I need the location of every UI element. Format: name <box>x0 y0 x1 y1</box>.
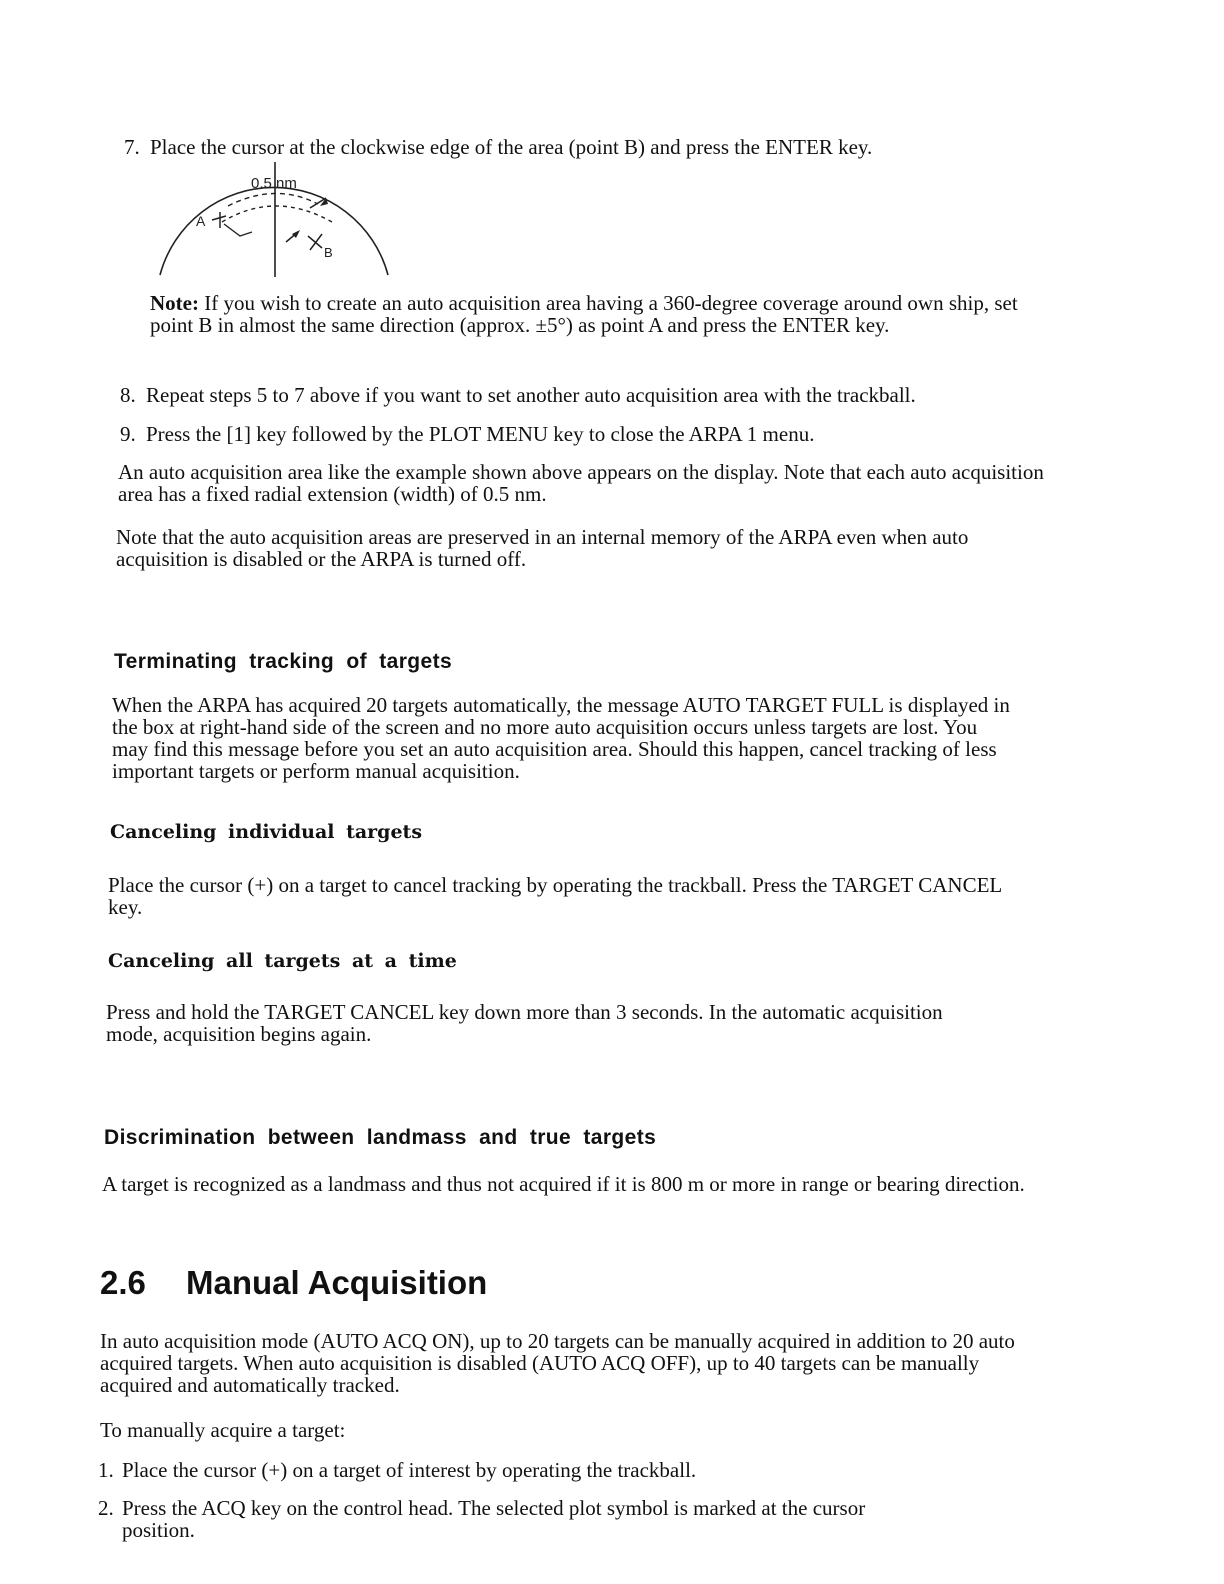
paragraph-terminating: When the ARPA has acquired 20 targets automatically, the message AUTO TARGET FULL is displayed in the box at right-hand side of the screen and no more auto acquisition occurs unless targets are lost. You may find this message before you set an auto acquisition area. Should this happen, cancel tracking of less important targets or perform manual acquisition. <box>112 693 1010 783</box>
list-number: 1. <box>98 1458 114 1482</box>
acquisition-area-diagram <box>150 160 400 285</box>
list-number: 2. <box>98 1496 114 1520</box>
note-text: If you wish to create an auto acquisition area having a 360-degree coverage around own ship, set point B in almost the same direction (approx. ±5°) as point A and press the ENTER key. <box>150 291 1018 337</box>
step-text: Place the cursor at the clockwise edge of the area (point B) and press the ENTER key. <box>150 135 873 159</box>
paragraph-memory: Note that the auto acquisition areas are preserved in an internal memory of the ARPA even when auto acquisition is disabled or the ARPA is turned off. <box>116 525 969 571</box>
paragraph-auto-area: An auto acquisition area like the example shown above appears on the display. Note that each auto acquisition area has a fixed radial extension (width) of 0.5 nm. <box>118 460 1044 506</box>
note-label: Note: <box>150 291 199 315</box>
range-label: 0.5 nm <box>251 175 297 192</box>
step-number: 7. <box>124 135 140 159</box>
step-text: Repeat steps 5 to 7 above if you want to set another auto acquisition area with the trackball. <box>146 383 916 407</box>
step-number: 8. <box>120 383 136 407</box>
section-title <box>100 1264 487 1302</box>
step-7 <box>124 136 872 158</box>
list-item <box>98 1497 998 1541</box>
step-9 <box>120 423 814 445</box>
heading-discrimination: Discrimination between landmass and true targets <box>104 1126 657 1149</box>
step-text: Press the [1] key followed by the PLOT MENU key to close the ARPA 1 menu. <box>146 422 815 446</box>
section-number: 2.6 <box>100 1264 146 1301</box>
list-text: Press the ACQ key on the control head. The selected plot symbol is marked at the cursor <box>122 1496 866 1520</box>
paragraph-manual-lead: To manually acquire a target: <box>100 1418 346 1442</box>
paragraph-canceling-individual: Place the cursor (+) on a target to cancel tracking by operating the trackball. Press the TARGET CANCEL key. <box>108 873 1002 919</box>
list-text: Place the cursor (+) on a target of interest by operating the trackball. <box>122 1458 697 1482</box>
heading-canceling-individual: Canceling individual targets <box>110 821 423 843</box>
range-ring-arc <box>160 187 388 275</box>
list-text-continued: position. <box>122 1518 195 1542</box>
point-b-label: B <box>324 245 333 260</box>
area-inner-arc <box>222 206 332 222</box>
heading-terminating-tracking: Terminating tracking of targets <box>114 650 453 673</box>
area-outer-arc <box>228 193 318 206</box>
step-8 <box>120 384 916 406</box>
list-item <box>98 1459 998 1481</box>
paragraph-manual-intro: In auto acquisition mode (AUTO ACQ ON), up to 20 targets can be manually acquired in addition to 20 auto acquired targets. When auto acquisition is disabled (AUTO ACQ OFF), up to 40 targets can be manually acquired and automatically tracked. <box>100 1329 1015 1397</box>
paragraph-canceling-all: Press and hold the TARGET CANCEL key down more than 3 seconds. In the automatic acquisition mode, acquisition begins again. <box>106 1000 943 1046</box>
section-title-text: Manual Acquisition <box>186 1264 488 1301</box>
heading-canceling-all: Canceling all targets at a time <box>108 950 457 972</box>
paragraph-discrimination: A target is recognized as a landmass and thus not acquired if it is 800 m or more in range or bearing direction. <box>102 1172 1025 1196</box>
note-paragraph <box>150 292 1050 336</box>
point-a-label: A <box>196 213 206 229</box>
step-number: 9. <box>120 422 136 446</box>
